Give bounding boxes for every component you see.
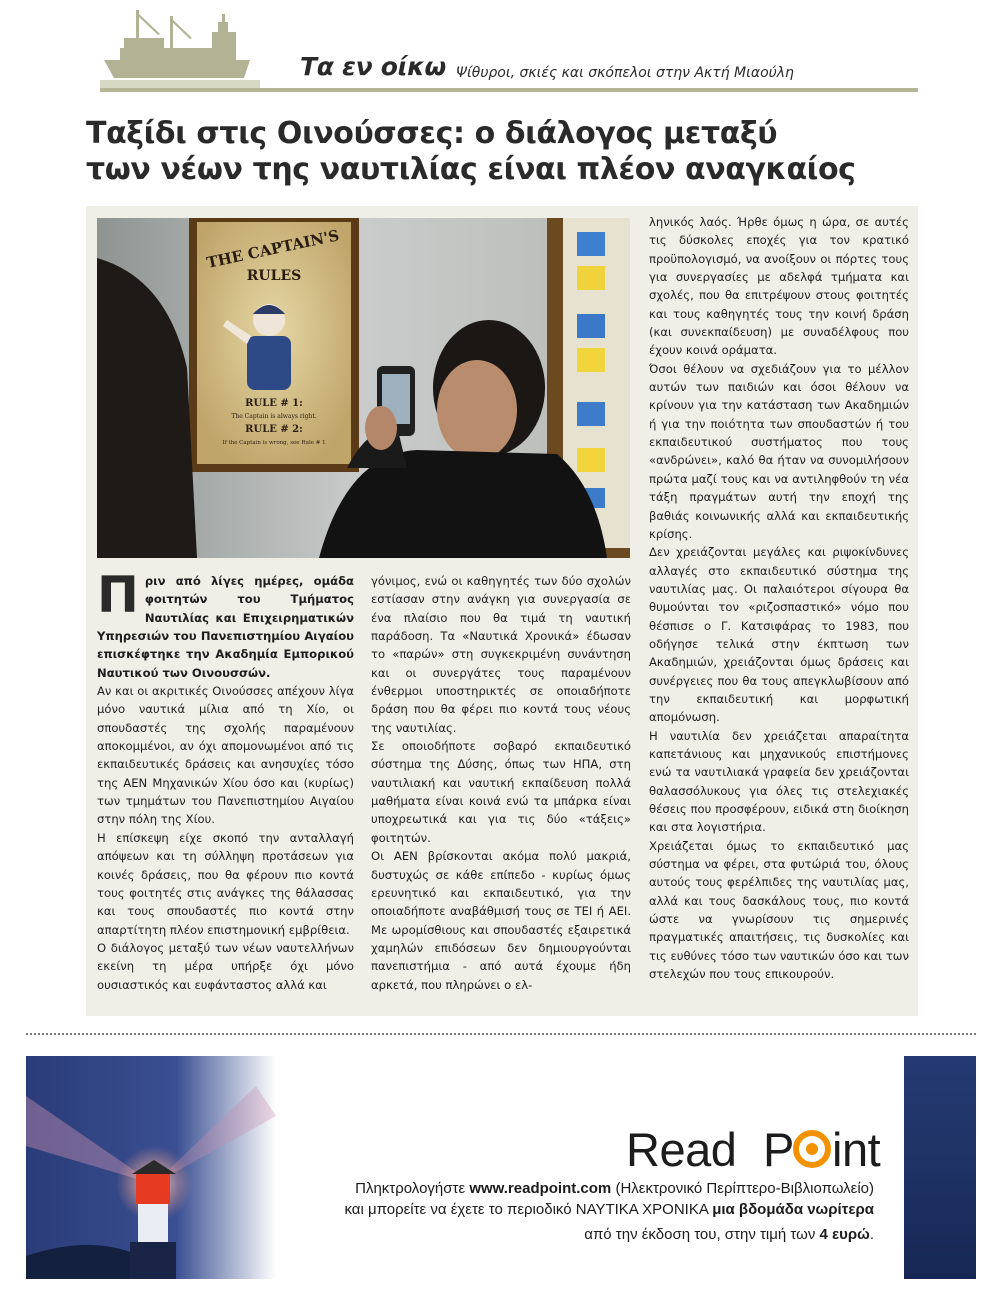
- paragraph: Ο διάλογος μεταξύ των νέων ναυτελλήνων εκείνη τη μέρα υπήρξε όχι μόνο ουσιαστικός και ευφάνταστος αλλά και: [97, 940, 354, 992]
- article-headline: [86, 116, 926, 188]
- advert-sea-strip: [904, 1056, 976, 1279]
- headline-line-2: των νέων της ναυτιλίας είναι πλέον αναγκαίος: [86, 152, 856, 187]
- advert-text: και μπορείτε να έχετε το περιοδικό ΝΑΥΤΙΚΑ ΧΡΟΝΙΚΑ: [344, 1201, 709, 1218]
- section-name: Τα εν οίκω: [300, 52, 446, 81]
- plaque-rule2-label: RULE # 2:: [245, 424, 303, 435]
- paragraph: Οι ΑΕΝ βρίσκονται ακόμα πολύ μακριά, δυστυχώς σε κάθε επίπεδο - κυρίως όμως ερευνητικό και εκπαιδευτικό, για την οποιαδήποτε αναβάθμισή τους σε ΤΕΙ ή ΑΕΙ. Με ωρομίσθιους και σπουδαστές εξαιρετικά χαμηλών επιδόσεων δεν δημιουργούνται πανεπιστήμια - από αυτά έχουμε ήδη αρκετά, που πληρώνει ο ελ-: [371, 849, 631, 992]
- headline-line-1: Ταξίδι στις Οινούσσες: ο διάλογος μεταξύ: [86, 116, 778, 151]
- article-column-2: [371, 572, 631, 994]
- section-tagline: Ψίθυροι, σκιές και σκόπελοι στην Ακτή Μιαούλη: [456, 65, 794, 81]
- advert-line-2: [344, 1201, 874, 1218]
- plaque-rule1-text: The Captain is always right.: [231, 413, 317, 420]
- paragraph: Αν και οι ακριτικές Οινούσσες απέχουν λίγα μόνο ναυτικά μίλια από τη Χίο, οι σπουδαστές της σχολής παραμένουν αποκομμένοι, αν όχι απομονωμένοι από τις εκπαιδευτικές δράσεις και ανησυχίες τόσο της ΑΕΝ Μηχανικών Χίου όσο και (κυρίως) των τμημάτων του Πανεπιστημίου Αιγαίου στην πόλη της Χίου.: [97, 684, 354, 827]
- cargo-ship-icon: [100, 4, 260, 90]
- paragraph: Όσοι θέλουν να σχεδιάζουν για το μέλλον αυτών των παιδιών και όσοι θέλουν να κρίνουν για την κατάσταση των Ακαδημιών ή για την ποιότητα των σπουδαστών ή του εκπαιδευτικού συστήματος που τους «ανδρώνει», καλό θα ήταν να συνομιλήσουν πρώτα μαζί τους και να αντιληφθούν τη νέα τάξη πραγμάτων αυτή την εποχή της βαθιάς κοινωνικής αλλά και εκπαιδευτικής κρίσης.: [649, 361, 909, 541]
- plaque-title: THE CAPTAIN'S: [205, 226, 341, 272]
- advert-emphasis: μια βδομάδα νωρίτερα: [712, 1201, 874, 1218]
- advert-text: (Ηλεκτρονικό Περίπτερο-Βιβλιοπωλείο): [615, 1180, 874, 1197]
- dotted-separator: [26, 1033, 976, 1035]
- advert-text: από την έκδοση του, στην τιμή των: [584, 1226, 816, 1243]
- plaque-rule1-label: RULE # 1:: [245, 398, 303, 409]
- paragraph: Η ναυτιλία δεν χρειάζεται απαραίτητα καπετάνιους και μηχανικούς επιστήμονες ενώ τα ναυτιλιακά γραφεία δεν χρειάζονται θαλασσόλυκους για όλες τις στελεχιακές θέσεις που προσφέρουν, ειδικά στη διοίκηση και στα λογιστήρια.: [649, 728, 909, 835]
- drop-cap: Π: [97, 566, 139, 624]
- advert-line-1: [355, 1180, 874, 1197]
- paragraph: Δεν χρειάζονται μεγάλες και ριψοκίνδυνες αλλαγές στο εκπαιδευτικό σύστημα της ναυτιλίας μας. Οι παλαιότεροι σίγουρα θα θυμούνται τον «ριζοσπαστικό» νόμο που θέσπισε ο Γ. Κατσιφάρας το 1983, που οδήγησε τελικά στην έκπτωση των Ακαδημιών, χρειάζονται όμως δράσεις και συνέργειες που θα τους απεγκλωβίσουν από την εκπαιδευτική και μορφωτική απομόνωση.: [649, 545, 909, 725]
- header-rule: [100, 88, 918, 92]
- paragraph: Χρειάζεται όμως το εκπαιδευτικό μας σύστημα να φέρει, στα φυτώριά του, όλους αυτούς τους φερέλπιδες της ναυτιλίας μας, αλλά και τους δασκάλους τους, πιο κοντά ώστε να γνωρίσουν τις σημερινές πραγματικές απαιτήσεις, τις δυσκολίες και τις ευθύνες τόσο των ναυτικών όσο και των στελεχών που τους επικουρούν.: [649, 838, 909, 982]
- lead-text: ριν από λίγες ημέρες, ομάδα φοιτητών του Τμήματος Ναυτιλίας και Επιχειρηματικών Υπηρεσιών του Πανεπιστημίου Αιγαίου επισκέφτηκε την Ακαδημία Εμπορικού Ναυτικού των Οινουσσών.: [97, 574, 354, 680]
- advert-text: .: [869, 1226, 874, 1243]
- lighthouse-image: [26, 1056, 276, 1279]
- article-column-3: [649, 213, 909, 983]
- article-photo: [97, 218, 630, 558]
- plaque-rules: RULES: [246, 268, 302, 284]
- logo-p-text: P: [763, 1123, 795, 1176]
- logo-int-text: int: [832, 1123, 881, 1176]
- paragraph: γόνιμος, ενώ οι καθηγητές των δύο σχολών εστίασαν στην ανάγκη για συνεργασία σε ένα πλαίσιο που θα τιμά τη ναυτική παράδοση. Τα «Ναυτικά Χρονικά» έδωσαν το «παρών» στη συγκεκριμένη συνάντηση και οι συνεργάτες τους παραμένουν ένθερμοι υποστηρικτές σε οποιαδήποτε δράση που θα φέρει πιο κοντά τους νέους της ναυτιλίας.: [371, 574, 631, 735]
- readpoint-logo[interactable]: [626, 1122, 886, 1178]
- advert-price: 4 ευρώ: [819, 1226, 870, 1243]
- advert-text: Πληκτρολογήστε: [355, 1180, 466, 1197]
- paragraph: Σε οποιοδήποτε σοβαρό εκπαιδευτικό σύστημα της Δύσης, όπως των ΗΠΑ, στη ναυτιλιακή και ναυτική εκπαίδευση πολλά μαθήματα είναι κοινά ενώ τα μπάρκα είναι υποχρεωτικά και για τις δύο «τάξεις» φοιτητών.: [371, 739, 631, 845]
- article-column-1: [97, 566, 354, 994]
- photo-illustration: [97, 218, 630, 558]
- plaque-rule2-text: If the Captain is wrong, see Rule # 1: [222, 440, 326, 446]
- paragraph: Η επίσκεψη είχε σκοπό την ανταλλαγή απόψεων και τη σύλληψη προτάσεων για κοινές δράσεις, που θα φέρουν πιο κοντά τους φοιτητές στις ανάγκες της θάλασσας και τους σπουδαστές πιο κοντά στην απαρτίτητη πλέον επιστημονική εμβρίθεια.: [97, 830, 354, 937]
- readpoint-advert[interactable]: [26, 1056, 976, 1279]
- readpoint-url-link[interactable]: www.readpoint.com: [469, 1180, 612, 1197]
- lead-paragraph: [97, 566, 354, 682]
- logo-target-icon: [793, 1130, 831, 1168]
- logo-read-text: Read: [626, 1123, 737, 1176]
- advert-line-3: [584, 1226, 874, 1243]
- paragraph: ληνικός λαός. Ήρθε όμως η ώρα, σε αυτές τις δύσκολες εποχές για τον κρατικό προϋπολογισμό, να ανοίξουν οι πόρτες τους για συνεργασίες με αδελφά τμήματα και σχολές, που θα επιτρέψουν στους φοιτητές και τους καθηγητές τους την κοινή δράση (και συνεκπαίδευση) με συναδέλφους που έχουν κοινά οράματα.: [649, 215, 909, 358]
